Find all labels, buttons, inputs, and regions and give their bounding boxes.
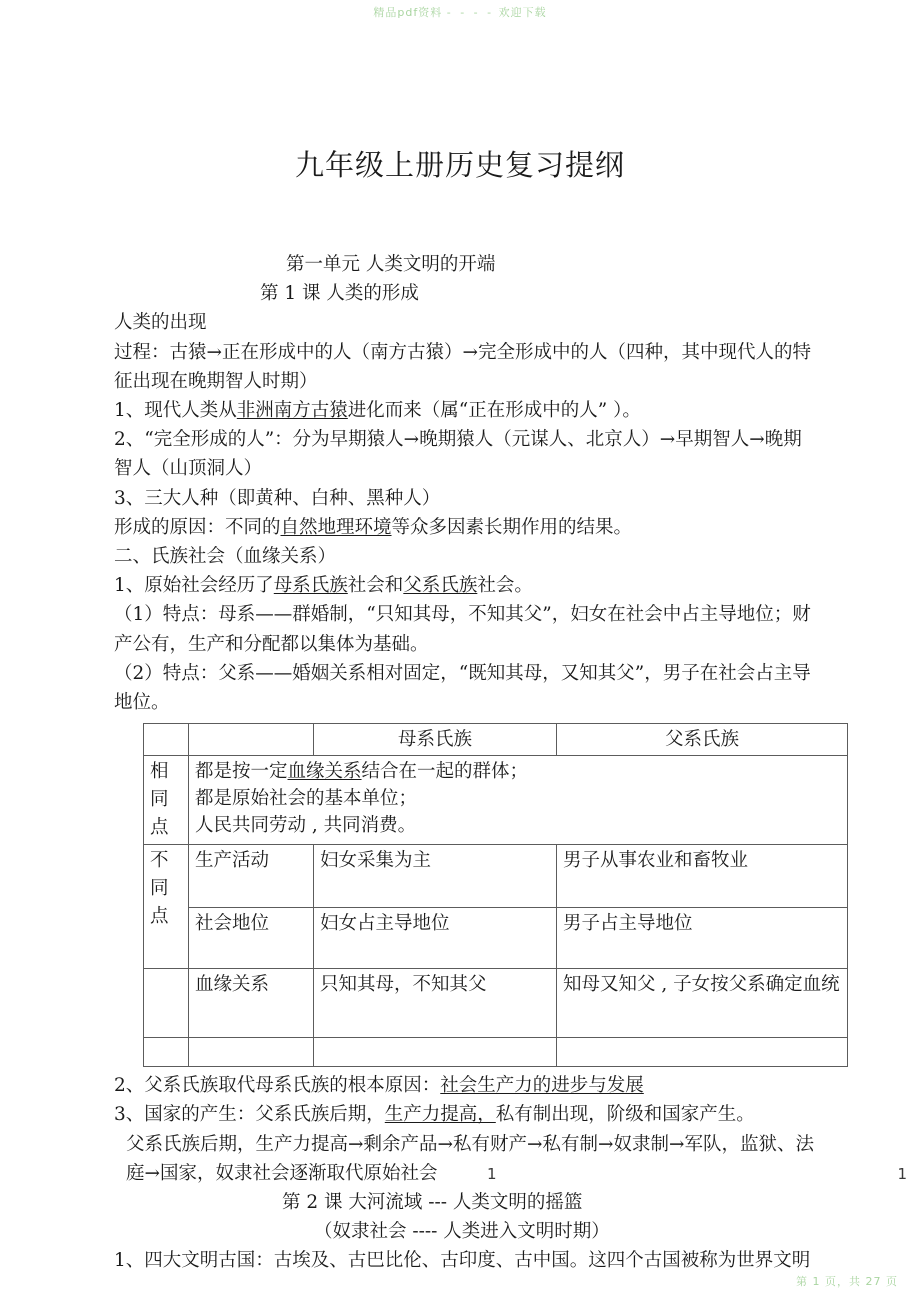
paragraph-paternal-features: （2）特点：父系——婚姻关系相对固定，“既知其母，又知其父”，男子在社会占主导地位。: [114, 662, 811, 714]
table-cell-maternal-production: 妇女采集为主: [314, 845, 557, 908]
table-cell-corner-blank: [144, 724, 189, 756]
table-cell-aspect-kinship: 血缘关系: [189, 969, 314, 1038]
item-1-part-b: 进化而来（属“正在形成中的人” ）。: [347, 400, 641, 422]
similarity-line-2: 都是原始社会的基本单位；: [195, 788, 418, 810]
clan-item-1-part-a: 1、原始社会经历了: [114, 575, 274, 597]
heading-unit-1: 第一单元 人类文明的开端: [286, 254, 496, 275]
table-cell-maternal-kinship: 只知其母，不知其父: [314, 969, 557, 1038]
table-cell-paternal-kinship: 知母又知父 , 子女按父系确定血统: [557, 969, 848, 1038]
clan-item-1-part-b: 社会。: [477, 575, 533, 597]
clan-item-2-underlined: 社会生产力的进步与发展: [440, 1075, 644, 1097]
table-row-bottom-blank: [144, 1038, 848, 1067]
clan-item-3-underlined: 生产力提高，: [384, 1104, 496, 1126]
table-cell-bottom-3: [314, 1038, 557, 1067]
heading-lesson-2-subtitle: （奴隶社会 ---- 人类进入文明时期）: [314, 1221, 610, 1243]
paragraph-clan-item-3: [114, 1100, 814, 1129]
race-reason-part-b: 等众多因素长期作用的结果。: [391, 516, 633, 538]
table-label-differences: 不同点: [144, 845, 189, 969]
item-1-part-a: 1、现代人类从: [114, 400, 237, 422]
table-header-maternal: 母系氏族: [314, 724, 557, 756]
table-label-similarities: 相同点: [144, 756, 189, 845]
table-header-paternal: 父系氏族: [557, 724, 848, 756]
heading-lesson-1: 第 1 课 人类的形成: [260, 283, 419, 305]
table-cell-diff-spacer: [144, 969, 189, 1038]
similarity-line-1-a: 都是按一定: [195, 761, 288, 783]
paragraph-item-3: 3、三大人种（即黄种、白种、黑种人）: [114, 487, 441, 509]
paragraph-item-1: [114, 396, 814, 425]
paragraph-four-civilizations: 1、四大文明古国：古埃及、古巴比伦、古印度、古中国。这四个古国被称为世界文明: [114, 1250, 811, 1272]
page-marker-right: 1: [897, 1165, 907, 1183]
similarity-line-1-b: 结合在一起的群体；: [361, 761, 529, 783]
heading-section-2: 二、氏族社会（血缘关系）: [114, 546, 337, 568]
race-reason-part-a: 形成的原因：不同的: [114, 516, 281, 538]
footer-watermark: 第 1 页，共 27 页: [796, 1275, 898, 1288]
table-row-header: [144, 724, 848, 756]
clan-item-3-part-b: 私有制出现，阶级和国家产生。: [495, 1104, 755, 1126]
page-title: 九年级上册历史复习提纲: [294, 148, 625, 183]
table-cell-bottom-2: [189, 1038, 314, 1067]
clan-item-1-underlined-paternal: 父系氏族: [403, 575, 478, 597]
item-1-underlined: 非洲南方古猿: [236, 400, 348, 422]
clan-item-1-underlined-maternal: 母系氏族: [273, 575, 348, 597]
table-cell-similarities: [189, 756, 848, 845]
table-cell-bottom-1: [144, 1038, 189, 1067]
table-row-diff-1: [144, 845, 848, 908]
paragraph-clan-item-1: [114, 571, 814, 600]
race-reason-underlined: 自然地理环境: [280, 516, 392, 538]
table-cell-aspect-status: 社会地位: [189, 908, 314, 969]
document-body: [114, 250, 840, 1276]
page-marker-left: 1: [487, 1165, 497, 1183]
paragraph-state-formation-chain: 父系氏族后期，生产力提高→剩余产品→私有财产→私有制→奴隶制→军队，监狱、法庭→国家，奴隶社会逐渐取代原始社会: [126, 1133, 815, 1184]
paragraph-race-reason: [114, 513, 814, 542]
table-row-diff-2: [144, 908, 848, 969]
header-watermark-text: 精品pdf资料: [373, 6, 443, 19]
similarity-line-3: 人民共同劳动 , 共同消费。: [195, 815, 417, 837]
table-cell-paternal-production: 男子从事农业和畜牧业: [557, 845, 848, 908]
paragraph-item-2: 2、“完全形成的人”：分为早期猿人→晚期猿人（元谋人、北京人）→早期智人→晚期智人（山顶洞人）: [114, 429, 802, 480]
table-row-similarities: [144, 756, 848, 845]
table-row-diff-3: [144, 969, 848, 1038]
paragraph-evolution-process: 过程：古猿→正在形成中的人（南方古猿）→完全形成中的人（四种，其中现代人的特征出现在晚期智人时期）: [114, 341, 812, 392]
clan-item-3-part-a: 3、国家的产生：父系氏族后期，: [114, 1104, 385, 1126]
table-cell-maternal-status: 妇女占主导地位: [314, 908, 557, 969]
clan-item-1-middle: 社会和: [347, 575, 404, 597]
header-watermark-tail: 欢迎下载: [498, 6, 547, 19]
table-cell-bottom-4: [557, 1038, 848, 1067]
similarity-line-1-underlined: 血缘关系: [287, 761, 362, 783]
header-watermark-dots: - - - -: [446, 6, 495, 19]
header-watermark: [0, 4, 920, 20]
paragraph-human-appearance: 人类的出现: [114, 312, 207, 334]
table-cell-paternal-status: 男子占主导地位: [557, 908, 848, 969]
paragraph-maternal-features: （1）特点：母系——群婚制，“只知其母，不知其父”，妇女在社会中占主导地位；财产公有，生产和分配都以集体为基础。: [114, 604, 811, 655]
similarity-line-1: [195, 758, 841, 785]
table-cell-aspect-production: 生产活动: [189, 845, 314, 908]
table-cell-corner-blank-2: [189, 724, 314, 756]
clan-item-2-part-a: 2、父系氏族取代母系氏族的根本原因：: [114, 1075, 441, 1097]
comparison-table: [143, 723, 848, 1067]
paragraph-clan-item-2: [114, 1071, 814, 1100]
heading-lesson-2: 第 2 课 大河流域 --- 人类文明的摇篮: [282, 1192, 583, 1214]
